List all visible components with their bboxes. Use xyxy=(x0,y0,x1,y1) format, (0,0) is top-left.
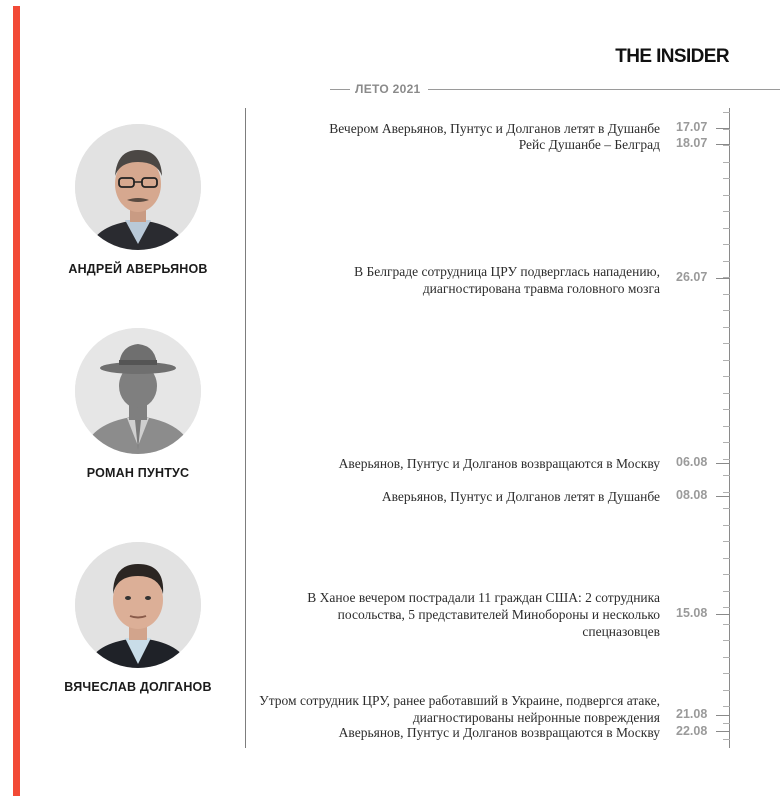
column-divider xyxy=(245,108,246,748)
axis-tick-major xyxy=(716,278,730,279)
event-text: В Белграде сотрудница ЦРУ подверглась нападению, диагностирована травма головного мозга xyxy=(354,264,660,296)
axis-tick xyxy=(723,393,730,394)
axis-tick xyxy=(723,376,730,377)
axis-tick xyxy=(723,591,730,592)
portrait-icon xyxy=(75,124,201,250)
axis-tick-major xyxy=(716,496,730,497)
axis-tick xyxy=(723,475,730,476)
event-date: 18.07 xyxy=(676,136,708,150)
event-date: 22.08 xyxy=(676,724,708,738)
event-text: Вечером Аверьянов, Пунтус и Долганов летят в Душанбе xyxy=(329,121,660,136)
axis-tick xyxy=(723,723,730,724)
axis-tick xyxy=(723,310,730,311)
axis-tick xyxy=(723,541,730,542)
axis-tick xyxy=(723,673,730,674)
axis-tick xyxy=(723,145,730,146)
person-puntus xyxy=(40,328,236,480)
axis-tick xyxy=(723,112,730,113)
axis-tick xyxy=(723,657,730,658)
axis-tick xyxy=(723,690,730,691)
axis-tick xyxy=(723,624,730,625)
event-text: В Ханое вечером пострадали 11 граждан США: 2 сотрудника посольства, 5 представителей Минобороны и несколько спецназовцев xyxy=(307,590,660,639)
axis-tick xyxy=(723,607,730,608)
axis-tick-major xyxy=(716,144,730,145)
axis-tick xyxy=(723,409,730,410)
accent-bar xyxy=(13,6,20,796)
timeline-axis xyxy=(729,108,730,748)
portrait-icon xyxy=(75,542,201,668)
axis-tick xyxy=(723,459,730,460)
axis-tick xyxy=(723,508,730,509)
axis-tick-major xyxy=(716,614,730,615)
event-text: Рейс Душанбе – Белград xyxy=(518,137,660,152)
event-date: 06.08 xyxy=(676,455,708,469)
event-date: 26.07 xyxy=(676,270,708,284)
event-text: Аверьянов, Пунтус и Долганов возвращаются в Москву xyxy=(338,456,660,471)
axis-tick xyxy=(723,261,730,262)
event-text: Утром сотрудник ЦРУ, ранее работавший в Украине, подвергся атаке, диагностированы нейронные повреждения xyxy=(259,693,660,725)
season-line-left xyxy=(330,89,350,90)
avatar xyxy=(75,124,201,250)
person-name: АНДРЕЙ АВЕРЬЯНОВ xyxy=(68,262,208,276)
event-date: 21.08 xyxy=(676,707,708,721)
event-date: 15.08 xyxy=(676,606,708,620)
axis-tick xyxy=(723,327,730,328)
event-date: 08.08 xyxy=(676,488,708,502)
avatar xyxy=(75,542,201,668)
axis-tick xyxy=(723,640,730,641)
axis-tick xyxy=(723,211,730,212)
person-name: ВЯЧЕСЛАВ ДОЛГАНОВ xyxy=(64,680,212,694)
event-text: Аверьянов, Пунтус и Долганов летят в Душанбе xyxy=(381,489,660,504)
axis-tick xyxy=(723,294,730,295)
axis-tick xyxy=(723,129,730,130)
axis-tick xyxy=(723,574,730,575)
avatar xyxy=(75,328,201,454)
axis-tick xyxy=(723,442,730,443)
axis-tick xyxy=(723,525,730,526)
season-label: ЛЕТО 2021 xyxy=(355,82,421,96)
axis-tick xyxy=(723,706,730,707)
event-text: Аверьянов, Пунтус и Долганов возвращаются в Москву xyxy=(338,725,660,740)
axis-tick-major xyxy=(716,463,730,464)
logo: THE INSIDER xyxy=(615,46,729,67)
axis-tick xyxy=(723,244,730,245)
axis-tick xyxy=(723,178,730,179)
axis-tick-major xyxy=(716,731,730,732)
axis-tick-major xyxy=(716,128,730,129)
axis-tick xyxy=(723,739,730,740)
event-date: 17.07 xyxy=(676,120,708,134)
person-averyanov xyxy=(40,124,236,276)
axis-tick xyxy=(723,228,730,229)
axis-tick xyxy=(723,360,730,361)
axis-tick xyxy=(723,558,730,559)
silhouette-icon xyxy=(75,328,201,454)
axis-tick-major xyxy=(716,715,730,716)
person-name: РОМАН ПУНТУС xyxy=(86,466,190,480)
axis-tick xyxy=(723,162,730,163)
axis-tick xyxy=(723,492,730,493)
axis-tick xyxy=(723,343,730,344)
person-dolganov xyxy=(40,542,236,694)
season-line-right xyxy=(428,89,780,90)
axis-tick xyxy=(723,195,730,196)
axis-tick xyxy=(723,426,730,427)
